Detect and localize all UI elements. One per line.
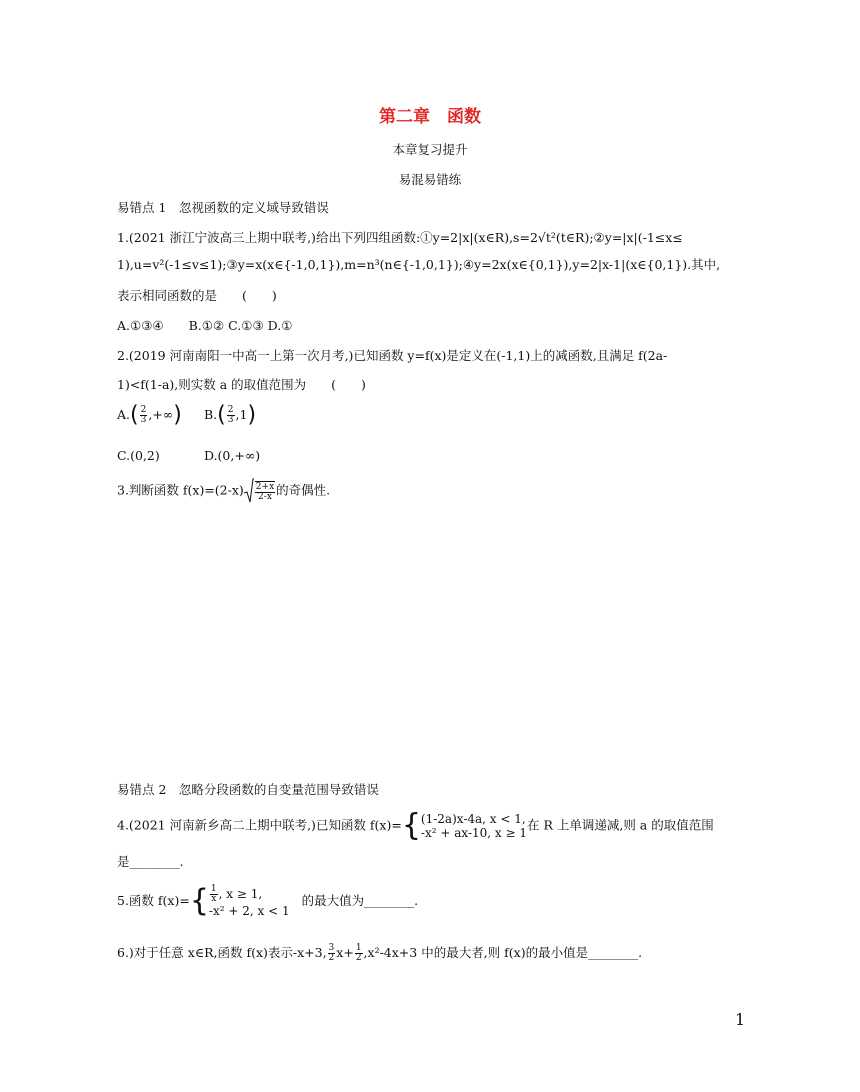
fraction-three-halves — [328, 944, 336, 963]
question-3 — [117, 478, 330, 504]
option-b-fraction — [227, 406, 235, 425]
question-1-options: A.①③④ B.①② C.①③ D.① — [117, 318, 293, 333]
option-b-denominator: 3 — [227, 415, 234, 425]
square-root-expression — [244, 478, 276, 504]
question-4-line-2: 是________. — [117, 854, 184, 869]
option-b-rest: ,1 — [235, 407, 248, 422]
question-3-prefix: 3.判断函数 f(x)=(2-x) — [117, 482, 244, 498]
radicand-numerator: 2+x — [255, 481, 275, 492]
radicand-denominator: 2-x — [258, 491, 272, 502]
question-4-suffix: 在 R 上单调递减,则 a 的取值范围 — [527, 817, 714, 833]
fraction-one-half — [355, 944, 363, 963]
denominator: 2 — [355, 953, 362, 963]
case-1: (1-2a)x-4a, x < 1, — [420, 812, 526, 826]
case-1-numerator: 1 — [210, 884, 217, 894]
question-5-suffix: 的最大值为________. — [301, 893, 419, 908]
option-b-numerator: 2 — [227, 405, 234, 415]
page-number: 1 — [735, 1010, 746, 1029]
numerator: 1 — [355, 943, 362, 953]
numerator: 3 — [328, 943, 335, 953]
case-2: -x² + 2, x < 1 — [208, 904, 290, 918]
question-4-prefix: 4.(2021 河南新乡高二上期中联考,)已知函数 f(x)= — [117, 817, 402, 833]
case-1-denominator: x — [211, 894, 217, 904]
case-1 — [209, 885, 290, 904]
question-6-prefix: 6.)对于任意 x∈R,函数 f(x)表示-x+3, — [117, 945, 327, 960]
denominator: 2 — [328, 953, 335, 963]
option-a-rest: ,+∞ — [148, 407, 174, 422]
question-5-prefix: 5.函数 f(x)= — [117, 893, 190, 908]
error-point-1-heading: 易错点 1 忽视函数的定义域导致错误 — [117, 200, 329, 215]
question-2-line-2: 1)<f(1-a),则实数 a 的取值范围为 ( ) — [117, 377, 366, 392]
section-label: 易混易错练 — [398, 172, 462, 187]
question-2-option-c: C.(0,2) — [117, 448, 160, 463]
case-2: -x² + ax-10, x ≥ 1 — [420, 826, 527, 840]
option-a-denominator: 3 — [140, 415, 147, 425]
question-6-suffix: ,x²-4x+3 中的最大者,则 f(x)的最小值是________. — [363, 945, 643, 960]
error-point-2-heading: 易错点 2 忽略分段函数的自变量范围导致错误 — [117, 782, 379, 797]
option-a-fraction — [140, 406, 148, 425]
question-6 — [117, 944, 642, 963]
option-b-label: B. — [204, 407, 218, 422]
question-1-line-1: 1.(2021 浙江宁波高三上期中联考,)给出下列四组函数:①y=2|x|(x∈R),s=2√t²(t∈R);②y=|x|(-1≤x≤ — [117, 230, 683, 245]
question-3-suffix: 的奇偶性. — [276, 482, 331, 498]
option-a-numerator: 2 — [140, 405, 147, 415]
question-2-option-a: A.( $\frac{2}{3}$ ,+∞) — [117, 402, 182, 428]
question-5: 5.函数 f(x)={ $\frac{1}{x}$ , x ≥ 1, -x² + 2, x < 1 的最大值为________. — [117, 883, 419, 919]
question-6-mid: x+ — [336, 945, 354, 960]
question-1-line-2: 1),u=v²(-1≤v≤1);③y=x(x∈{-1,0,1}),m=n³(n∈{-1,0,1});④y=2x(x∈{0,1}),y=2|x-1|(x∈{0,1}).其中, — [117, 257, 721, 272]
question-4: 4.(2021 河南新乡高二上期中联考,)已知函数 f(x)={ (1-2a)x-4a, x < 1, -x² + ax-10, x ≥ 1 在 R 上单调递减,则 a 的取值范围 — [117, 808, 714, 843]
question-2-option-d: D.(0,+∞) — [204, 448, 261, 463]
case-1-rest: , x ≥ 1, — [218, 887, 263, 901]
question-1-line-3: 表示相同函数的是 ( ) — [117, 288, 277, 303]
question-2-line-1: 2.(2019 河南南阳一中高一上第一次月考,)已知函数 y=f(x)是定义在(-1,1)上的减函数,且满足 f(2a- — [117, 348, 668, 363]
question-2-option-b: B.( $\frac{2}{3}$ ,1) — [204, 402, 257, 428]
radical-sign-icon — [244, 478, 254, 504]
chapter-title: 第二章 函数 — [379, 107, 481, 127]
option-a-label: A. — [117, 407, 131, 422]
radicand-fraction — [255, 481, 275, 502]
piecewise-cases — [209, 885, 290, 918]
piecewise-cases — [421, 812, 527, 840]
case-1-fraction — [210, 885, 218, 904]
subtitle: 本章复习提升 — [392, 142, 468, 157]
